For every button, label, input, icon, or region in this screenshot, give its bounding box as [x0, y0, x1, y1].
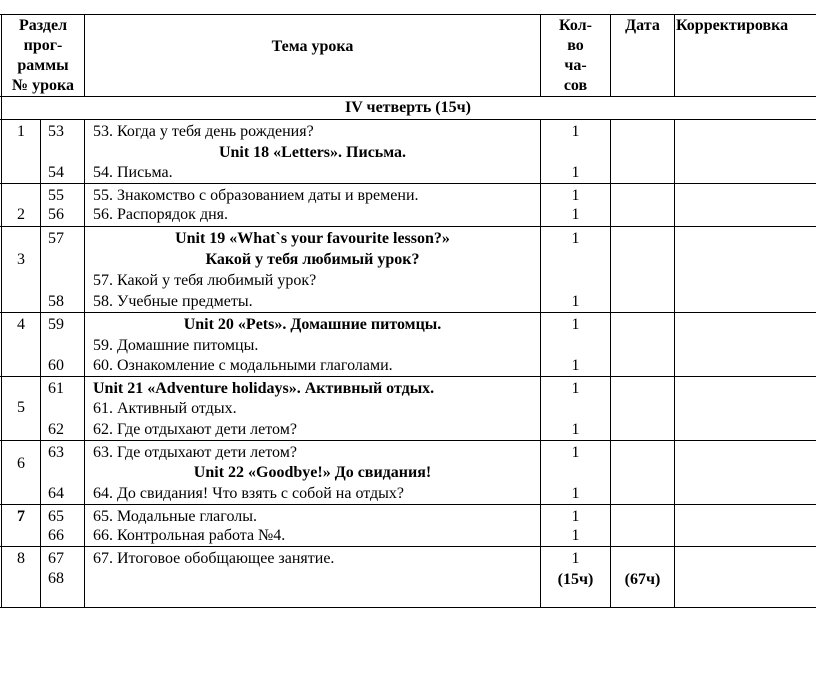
unit-title: Unit 21 «Adventure holidays». Активный отдых.: [93, 380, 435, 397]
row-section-number: 2: [17, 206, 25, 223]
lesson-hours: 1: [571, 164, 580, 181]
row-lesson-number: 59: [48, 316, 64, 333]
row-lesson-number: 61: [48, 380, 64, 397]
unit-title: Какой у тебя любимый урок?: [205, 251, 420, 268]
lesson-hours: 1: [571, 123, 580, 140]
lesson-hours: 1: [571, 421, 580, 438]
row-section-number: 1: [17, 123, 25, 140]
header-hours-line: сов: [563, 77, 588, 94]
lesson-topic: 61. Активный отдых.: [93, 400, 237, 417]
row-divider: [0, 312, 816, 313]
row-divider: [0, 376, 816, 377]
lesson-topic: 65. Модальные глаголы.: [93, 508, 257, 525]
header-section-line: Раздел: [18, 17, 68, 34]
header-date: Дата: [625, 17, 660, 34]
row-divider: [0, 504, 816, 505]
lesson-topic: 59. Домашние питомцы.: [93, 337, 259, 354]
lesson-hours: 1: [571, 485, 580, 502]
lesson-hours: 1: [571, 187, 580, 204]
header-section-column: [2, 16, 84, 96]
lesson-topic: 57. Какой у тебя любимый урок?: [93, 272, 317, 289]
column-border: [674, 14, 675, 97]
lesson-hours: 1: [571, 206, 580, 223]
total-lessons-date: (67ч): [624, 571, 661, 588]
row-divider: [0, 226, 816, 227]
lesson-topic: 54. Письма.: [93, 164, 173, 181]
unit-title: Unit 18 «Letters». Письма.: [218, 144, 407, 161]
lesson-hours: 1: [571, 550, 580, 567]
lesson-topic: 58. Учебные предметы.: [93, 293, 253, 310]
lesson-topic: 62. Где отдыхают дети летом?: [93, 421, 297, 438]
row-divider: [0, 546, 816, 547]
header-hours-line: ча-: [564, 57, 587, 74]
row-section-number: 5: [17, 399, 25, 416]
lesson-topic: 53. Когда у тебя день рождения?: [93, 123, 314, 140]
row-lesson-number: 62: [48, 421, 64, 438]
row-section-number: 7: [17, 508, 25, 525]
row-lesson-number: 68: [48, 570, 64, 587]
quarter-title: IV четверть (15ч): [345, 99, 471, 116]
lesson-topic: 66. Контрольная работа №4.: [93, 527, 286, 544]
header-section-line: раммы: [17, 57, 69, 74]
unit-title: Unit 19 «What`s your favourite lesson?»: [175, 230, 450, 247]
unit-title: Unit 22 «Goodbye!» До свидания!: [193, 464, 432, 481]
row-lesson-number: 64: [48, 485, 64, 502]
row-divider: [0, 183, 816, 184]
header-hours-line: во: [567, 37, 584, 54]
column-border: [674, 119, 675, 608]
lesson-hours: 1: [571, 230, 580, 247]
row-lesson-number: 56: [48, 206, 64, 223]
row-lesson-number: 63: [48, 444, 64, 461]
row-lesson-number: 53: [48, 123, 64, 140]
row-section-number: 6: [17, 455, 25, 472]
table-border-top: [0, 14, 816, 15]
row-lesson-number: 54: [48, 164, 64, 181]
row-lesson-number: 55: [48, 187, 64, 204]
total-hours: (15ч): [557, 571, 594, 588]
column-border: [84, 119, 85, 608]
lesson-topic: 64. До свидания! Что взять с собой на отдых?: [93, 485, 405, 502]
column-border: [610, 119, 611, 608]
header-topic: Тема урока: [271, 38, 354, 55]
lesson-topic: 63. Где отдыхают дети летом?: [93, 444, 297, 461]
row-lesson-number: 58: [48, 293, 64, 310]
unit-title: Unit 20 «Pets». Домашние питомцы.: [183, 316, 442, 333]
row-divider: [0, 440, 816, 441]
lesson-hours: 1: [571, 293, 580, 310]
row-lesson-number: 57: [48, 230, 64, 247]
lesson-hours: 1: [571, 380, 580, 397]
column-border: [40, 119, 41, 608]
lesson-hours: 1: [571, 316, 580, 333]
row-lesson-number: 67: [48, 550, 64, 567]
lesson-hours: 1: [571, 527, 580, 544]
lesson-topic: 60. Ознакомление с модальными глаголами.: [93, 357, 393, 374]
row-lesson-number: 65: [48, 508, 64, 525]
lesson-hours: 1: [571, 357, 580, 374]
header-correction: Корректировка: [676, 17, 789, 34]
row-section-number: 4: [17, 316, 25, 333]
row-lesson-number: 66: [48, 527, 64, 544]
lesson-topic: 55. Знакомство с образованием даты и времени.: [93, 187, 419, 204]
lesson-hours: 1: [571, 508, 580, 525]
lesson-topic: 56. Распорядок дня.: [93, 206, 228, 223]
header-section-line: № урока: [12, 77, 74, 94]
row-section-number: 3: [17, 251, 25, 268]
lesson-topic: 67. Итоговое обобщающее занятие.: [93, 550, 335, 567]
quarter-divider: [0, 119, 816, 120]
row-lesson-number: 60: [48, 357, 64, 374]
header-hours-column: [541, 16, 610, 96]
row-section-number: 8: [17, 550, 25, 567]
header-divider: [0, 96, 816, 97]
header-section-line: прог-: [23, 37, 63, 54]
table-border-bottom: [0, 607, 816, 608]
header-hours-line: Кол-: [559, 17, 592, 34]
lesson-hours: 1: [571, 444, 580, 461]
